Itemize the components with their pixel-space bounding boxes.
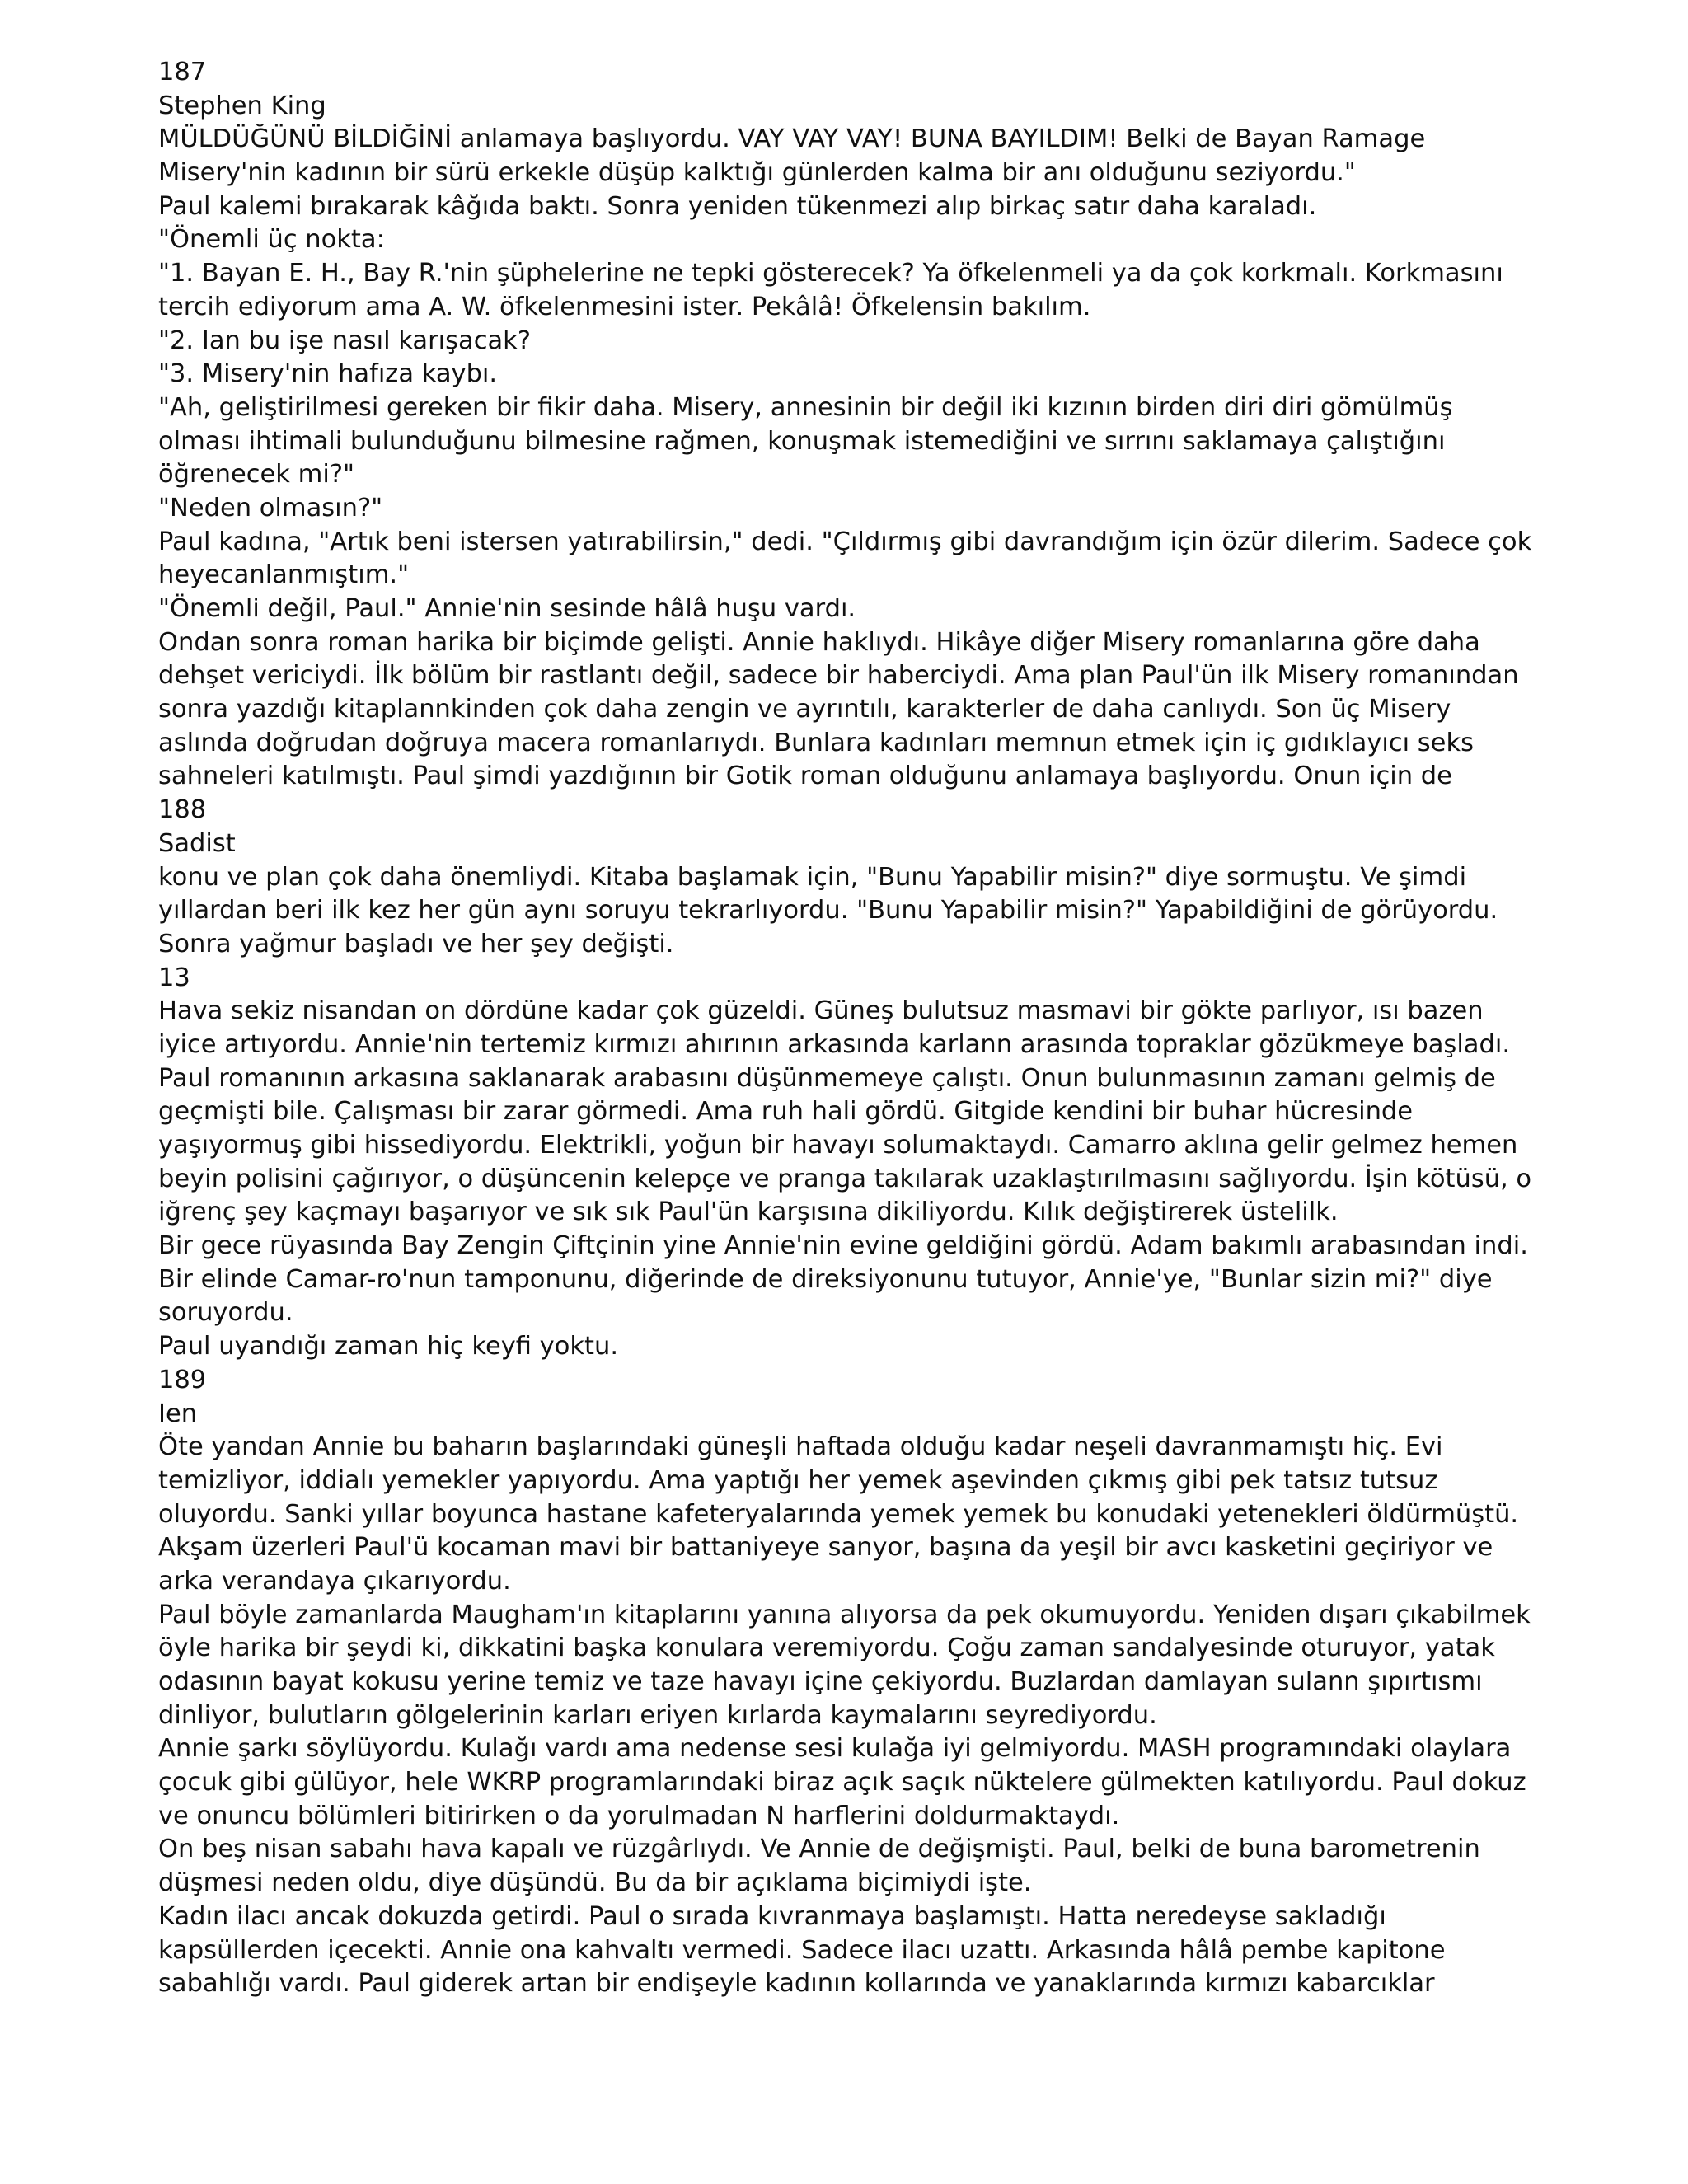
- page-number: 187: [158, 58, 207, 87]
- text-line: olması ihtimali bulunduğunu bilmesine rağmen, konuşmak istemediğini ve sırrını saklamaya çalıştığını: [158, 426, 1446, 456]
- chapter-number: 13: [158, 963, 190, 992]
- text-line: "3. Misery'nin hafıza kaybı.: [158, 359, 498, 389]
- text-line: ve onuncu bölümleri bitirirken o da yorulmadan N harflerini doldurmaktaydı.: [158, 1801, 1120, 1830]
- text-line: Bir gece rüyasında Bay Zengin Çiftçinin yine Annie'nin evine geldiğini gördü. Adam bakımlı arabasından indi.: [158, 1231, 1528, 1261]
- text-line: On beş nisan sabahı hava kapalı ve rüzgârlıydı. Ve Annie de değişmişti. Paul, belki de buna barometrenin: [158, 1835, 1480, 1864]
- text-line: odasının bayat kokusu yerine temiz ve taze havayı içine çekiyordu. Buzlardan damlayan sulann şıpırtısmı: [158, 1667, 1483, 1696]
- text-line: "Ah, geliştirilmesi gereken bir fikir daha. Misery, annesinin bir değil iki kızının birden diri diri gömülmüş: [158, 392, 1453, 422]
- text-line: çocuk gibi gülüyor, hele WKRP programlarındaki biraz açık saçık nüktelere gülmekten katılıyordu. Paul dokuz: [158, 1768, 1526, 1797]
- text-line: sonra yazdığı kitaplannkinden çok daha zengin ve ayrıntılı, karakterler de daha canlıydı. Son üç Misery: [158, 695, 1451, 724]
- text-line: Öte yandan Annie bu baharın başlarındaki güneşli haftada olduğu kadar neşeli davranmamıştı hiç. Evi: [158, 1432, 1443, 1462]
- text-line: Akşam üzerleri Paul'ü kocaman mavi bir battaniyeye sanyor, başına da yeşil bir avcı kasketini geçiriyor ve: [158, 1533, 1493, 1563]
- text-line: temizliyor, iddialı yemekler yapıyordu. Ama yaptığı her yemek aşevinden çıkmış gibi pek tatsız tutsuz: [158, 1465, 1438, 1495]
- text-line: sahneleri katılmıştı. Paul şimdi yazdığının bir Gotik roman olduğunu anlamaya başlıyordu. Onun için de: [158, 762, 1452, 791]
- text-line: Annie şarkı söylüyordu. Kulağı vardı ama nedense sesi kulağa iyi gelmiyordu. MASH programındaki olaylara: [158, 1734, 1512, 1764]
- page-number: 188: [158, 795, 207, 825]
- text-line: yıllardan beri ilk kez her gün aynı soruyu tekrarlıyordu. "Bunu Yapabilir misin?" Yapabildiğini de görüyordu.: [158, 896, 1498, 926]
- text-line: Paul romanının arkasına saklanarak arabasını düşünmemeye çalıştı. Onun bulunmasının zamanı gelmiş de: [158, 1063, 1496, 1093]
- text-line: heyecanlanmıştım.": [158, 560, 410, 590]
- text-line: Bir elinde Camar-ro'nun tamponunu, diğerinde de direksiyonunu tutuyor, Annie'ye, "Bunlar sizin mi?" diye: [158, 1264, 1493, 1294]
- text-line: Paul böyle zamanlarda Maugham'ın kitaplarını yanına alıyorsa da pek okumuyordu. Yeniden dışarı çıkabilmek: [158, 1600, 1531, 1629]
- text-line: sabahlığı vardı. Paul giderek artan bir endişeyle kadının kollarında ve yanaklarında kırmızı kabarcıklar: [158, 1969, 1435, 1999]
- text-line: Misery'nin kadının bir sürü erkekle düşüp kalktığı günlerden kalma bir anı olduğunu seziyordu.": [158, 158, 1356, 188]
- text-line: dinliyor, bulutların gölgelerinin karları eriyen kırlarda kaymalarını seyrediyordu.: [158, 1700, 1157, 1730]
- document-page: [158, 56, 1532, 2068]
- text-line: Sonra yağmur başladı ve her şey değişti.: [158, 929, 674, 958]
- text-line: Paul kalemi bırakarak kâğıda baktı. Sonra yeniden tükenmezi alıp birkaç satır daha karaladı.: [158, 191, 1317, 221]
- text-line: "Önemli üç nokta:: [158, 225, 385, 255]
- text-line: geçmişti bile. Çalışması bir zarar görmedi. Ama ruh hali gördü. Gitgide kendini bir buhar hücresinde: [158, 1097, 1414, 1127]
- text-line: dehşet vericiydi. İlk bölüm bir rastlantı değil, sadece bir haberciydi. Ama plan Paul'ün ilk Misery romanından: [158, 661, 1519, 691]
- text-line: iyice artıyordu. Annie'nin tertemiz kırmızı ahırının arkasında karlann arasında topraklar gözükmeye başladı.: [158, 1029, 1511, 1059]
- text-line: yaşıyormuş gibi hissediyordu. Elektrikli, yoğun bir havayı solumaktaydı. Camarro aklına gelir gelmez hemen: [158, 1131, 1518, 1160]
- running-header: Sadist: [158, 828, 236, 858]
- text-line: Paul kadına, "Artık beni istersen yatırabilirsin," dedi. "Çıldırmış gibi davrandığım için özür dilerim. Sadece çok: [158, 527, 1532, 556]
- text-line: Kadın ilacı ancak dokuzda getirdi. Paul o sırada kıvranmaya başlamıştı. Hatta neredeyse sakladığı: [158, 1901, 1386, 1931]
- running-header: Ien: [158, 1399, 198, 1428]
- text-line: öyle harika bir şeydi ki, dikkatini başka konulara veremiyordu. Çoğu zaman sandalyesinde oturuyor, yatak: [158, 1633, 1495, 1663]
- text-line: oluyordu. Sanki yıllar boyunca hastane kafeteryalarında yemek yemek bu konudaki yetenekleri öldürmüştü.: [158, 1499, 1519, 1529]
- text-line: "1. Bayan E. H., Bay R.'nin şüphelerine ne tepki gösterecek? Ya öfkelenmeli ya da çok korkmalı. Korkmasını: [158, 259, 1503, 288]
- text-line: Ondan sonra roman harika bir biçimde gelişti. Annie haklıydı. Hikâye diğer Misery romanlarına göre daha: [158, 627, 1480, 657]
- text-line: konu ve plan çok daha önemliydi. Kitaba başlamak için, "Bunu Yapabilir misin?" diye sormuştu. Ve şimdi: [158, 862, 1467, 892]
- text-line: düşmesi neden oldu, diye düşündü. Bu da bir açıklama biçimiydi işte.: [158, 1868, 1032, 1898]
- text-line: kapsüllerden içecekti. Annie ona kahvaltı vermedi. Sadece ilacı uzattı. Arkasında hâlâ pembe kapitone: [158, 1935, 1446, 1965]
- text-line: [158, 2035, 1493, 2069]
- text-line: "Önemli değil, Paul." Annie'nin sesinde hâlâ huşu vardı.: [158, 594, 856, 623]
- text-line: aslında doğrudan doğruya macera romanlarıydı. Bunlara kadınları memnun etmek için iç gıdıklayıcı seks: [158, 728, 1474, 757]
- text-line: Paul uyandığı zaman hiç keyfi yoktu.: [158, 1332, 619, 1361]
- text-line: öğrenecek mi?": [158, 460, 355, 490]
- text-line: "2. Ian bu işe nasıl karışacak?: [158, 326, 532, 355]
- text-line: MÜLDÜĞÜNÜ BİLDİĞİNİ anlamaya başlıyordu. VAY VAY VAY! BUNA BAYILDIM! Belki de Bayan Ramage: [158, 124, 1426, 154]
- text-line: tercih ediyorum ama A. W. öfkelenmesini ister. Pekâlâ! Öfkelensin bakılım.: [158, 292, 1091, 321]
- text-line: beyin polisini çağırıyor, o düşüncenin kelepçe ve pranga takılarak uzaklaştırılmasını sağlıyordu. İşin kötüsü, o: [158, 1164, 1532, 1193]
- text-line: iğrenç şey kaçmayı başarıyor ve sık sık Paul'ün karşısına dikiliyordu. Kılık değiştirerek üstelilk.: [158, 1197, 1339, 1227]
- text-line: arka verandaya çıkarıyordu.: [158, 1566, 511, 1596]
- text-line: "Neden olmasın?": [158, 493, 383, 523]
- page-number: 189: [158, 1365, 207, 1394]
- text-line: [158, 2001, 1493, 2035]
- running-header: Stephen King: [158, 91, 326, 120]
- text-line: soruyordu.: [158, 1298, 293, 1328]
- text-line: Hava sekiz nisandan on dördüne kadar çok güzeldi. Güneş bulutsuz masmavi bir gökte parlıyor, ısı bazen: [158, 996, 1484, 1026]
